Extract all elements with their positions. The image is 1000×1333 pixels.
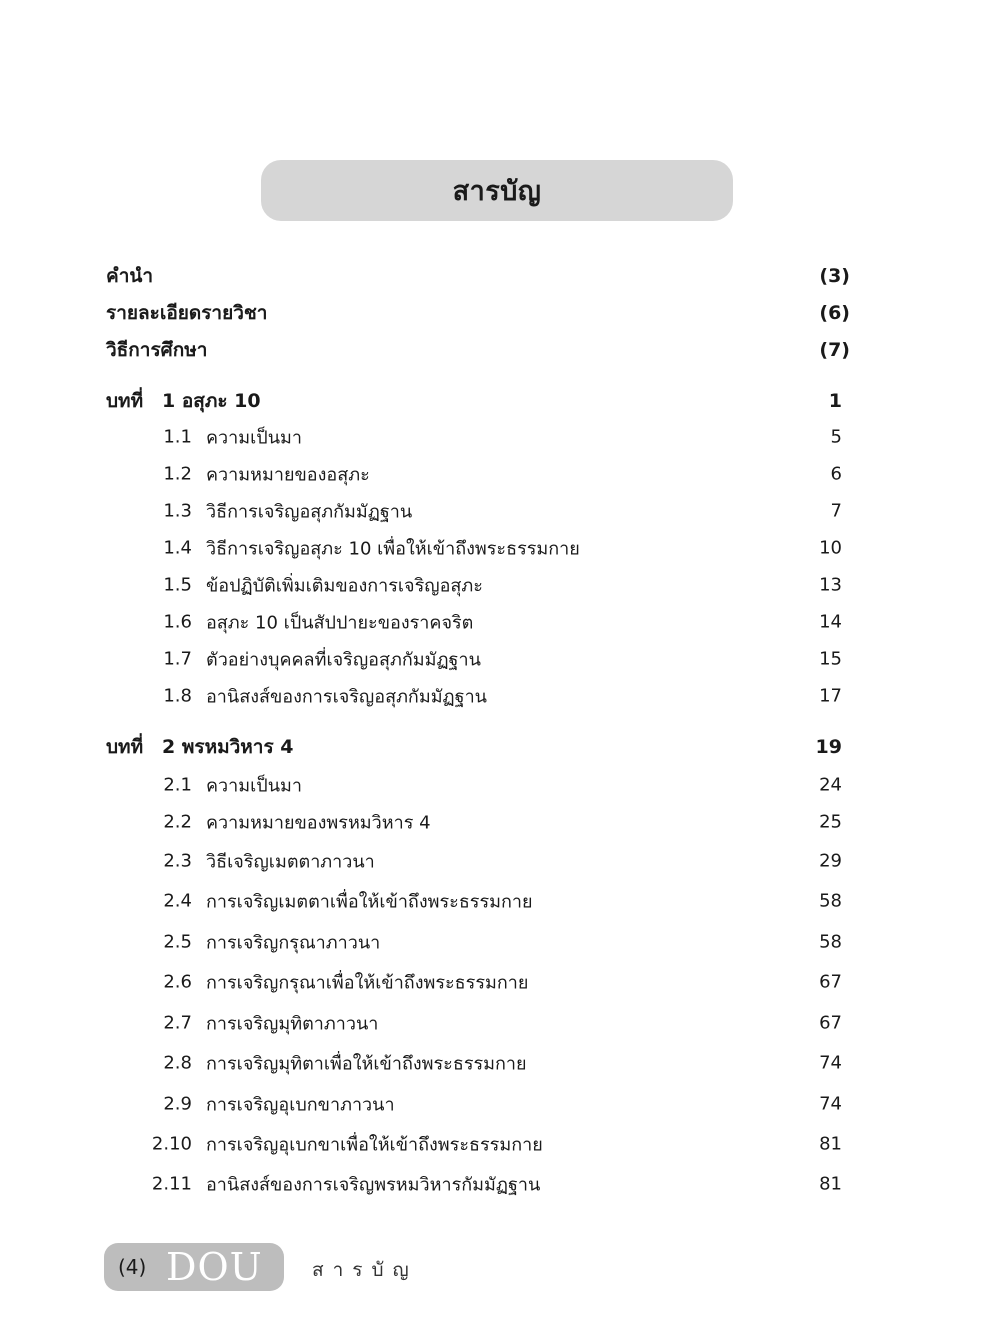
toc-section[interactable] xyxy=(0,679,1000,713)
toc-entry[interactable] xyxy=(0,333,1000,367)
section-label: การเจริญอุเบกขาเพื่อให้เข้าถึงพระธรรมกาย xyxy=(206,1134,543,1156)
toc-section[interactable] xyxy=(0,805,1000,839)
toc-section[interactable] xyxy=(0,1127,1000,1161)
section-page: 17 xyxy=(819,685,842,707)
section-page: 24 xyxy=(819,774,842,796)
section-number: 1.2 xyxy=(163,463,192,485)
section-page: 14 xyxy=(819,611,842,633)
section-page: 10 xyxy=(819,537,842,559)
toc-entry-label: คำนำ xyxy=(106,265,154,287)
toc-section[interactable] xyxy=(0,568,1000,602)
section-label: ข้อปฏิบัติเพิ่มเติมของการเจริญอสุภะ xyxy=(206,575,483,597)
section-number: 2.3 xyxy=(163,850,192,872)
toc-entry[interactable] xyxy=(0,296,1000,330)
toc-title-banner xyxy=(261,160,733,221)
section-label: ความเป็นมา xyxy=(206,427,302,449)
chapter-prefix: บทที่ xyxy=(106,390,144,412)
section-number: 2.5 xyxy=(163,931,192,953)
toc-entry-label: รายละเอียดรายวิชา xyxy=(106,302,268,324)
dou-logo: DOU xyxy=(166,1245,263,1289)
toc-section[interactable] xyxy=(0,1167,1000,1201)
section-page: 81 xyxy=(819,1133,842,1155)
toc-section[interactable] xyxy=(0,420,1000,454)
section-label: วิธีเจริญเมตตาภาวนา xyxy=(206,851,375,873)
section-label: อสุภะ 10 เป็นสัปปายะของราคจริต xyxy=(206,612,474,634)
toc-section[interactable] xyxy=(0,1046,1000,1080)
section-page: 81 xyxy=(819,1173,842,1195)
section-page: 29 xyxy=(819,850,842,872)
toc-chapter-1[interactable] xyxy=(0,384,1000,418)
section-page: 7 xyxy=(830,500,842,522)
section-page: 74 xyxy=(819,1093,842,1115)
toc-entry-label: วิธีการศึกษา xyxy=(106,339,208,361)
toc-section[interactable] xyxy=(0,494,1000,528)
toc-section[interactable] xyxy=(0,642,1000,676)
page-title: สารบัญ xyxy=(452,176,542,207)
footer-badge xyxy=(104,1243,284,1291)
section-number: 1.7 xyxy=(163,648,192,670)
section-number: 1.8 xyxy=(163,685,192,707)
section-label: ความหมายของพรหมวิหาร 4 xyxy=(206,812,431,834)
section-label: การเจริญมุทิตาภาวนา xyxy=(206,1013,379,1035)
toc-section[interactable] xyxy=(0,884,1000,918)
section-number: 1.5 xyxy=(163,574,192,596)
section-page: 58 xyxy=(819,890,842,912)
toc-section[interactable] xyxy=(0,1006,1000,1040)
section-page: 67 xyxy=(819,971,842,993)
section-number: 2.6 xyxy=(163,971,192,993)
toc-section[interactable] xyxy=(0,844,1000,878)
section-number: 2.8 xyxy=(163,1052,192,1074)
chapter-page: 19 xyxy=(815,736,842,758)
toc-section[interactable] xyxy=(0,457,1000,491)
section-page: 74 xyxy=(819,1052,842,1074)
section-number: 2.10 xyxy=(151,1133,192,1155)
toc-section[interactable] xyxy=(0,965,1000,999)
toc-entry-page: (6) xyxy=(819,302,850,324)
section-number: 2.7 xyxy=(163,1012,192,1034)
section-label: การเจริญกรุณาเพื่อให้เข้าถึงพระธรรมกาย xyxy=(206,972,529,994)
footer-running-title: สารบัญ xyxy=(312,1259,418,1281)
section-label: อานิสงส์ของการเจริญพรหมวิหารกัมมัฏฐาน xyxy=(206,1174,541,1196)
section-number: 1.3 xyxy=(163,500,192,522)
section-label: วิธีการเจริญอสุภกัมมัฏฐาน xyxy=(206,501,413,523)
section-page: 15 xyxy=(819,648,842,670)
toc-section[interactable] xyxy=(0,925,1000,959)
section-number: 2.11 xyxy=(151,1173,192,1195)
section-number: 1.6 xyxy=(163,611,192,633)
section-label: อานิสงส์ของการเจริญอสุภกัมมัฏฐาน xyxy=(206,686,487,708)
section-label: วิธีการเจริญอสุภะ 10 เพื่อให้เข้าถึงพระธรรมกาย xyxy=(206,538,580,560)
section-number: 2.4 xyxy=(163,890,192,912)
chapter-page: 1 xyxy=(828,390,842,412)
section-page: 25 xyxy=(819,811,842,833)
section-label: ตัวอย่างบุคคลที่เจริญอสุภกัมมัฏฐาน xyxy=(206,649,481,671)
section-number: 2.9 xyxy=(163,1093,192,1115)
section-page: 58 xyxy=(819,931,842,953)
section-page: 5 xyxy=(830,426,842,448)
section-number: 2.1 xyxy=(163,774,192,796)
section-label: ความเป็นมา xyxy=(206,775,302,797)
toc-section[interactable] xyxy=(0,768,1000,802)
toc-entry-page: (3) xyxy=(819,265,850,287)
chapter-title: 2 พรหมวิหาร 4 xyxy=(162,736,294,758)
section-label: การเจริญอุเบกขาภาวนา xyxy=(206,1094,395,1116)
section-page: 13 xyxy=(819,574,842,596)
section-page: 67 xyxy=(819,1012,842,1034)
chapter-title: 1 อสุภะ 10 xyxy=(162,390,261,412)
chapter-prefix: บทที่ xyxy=(106,736,144,758)
section-number: 2.2 xyxy=(163,811,192,833)
section-label: การเจริญมุทิตาเพื่อให้เข้าถึงพระธรรมกาย xyxy=(206,1053,527,1075)
toc-section[interactable] xyxy=(0,1087,1000,1121)
toc-entry[interactable] xyxy=(0,259,1000,293)
section-label: ความหมายของอสุภะ xyxy=(206,464,370,486)
toc-section[interactable] xyxy=(0,605,1000,639)
section-label: การเจริญกรุณาภาวนา xyxy=(206,932,381,954)
section-label: การเจริญเมตตาเพื่อให้เข้าถึงพระธรรมกาย xyxy=(206,891,533,913)
section-number: 1.4 xyxy=(163,537,192,559)
footer-page-number: (4) xyxy=(118,1255,147,1279)
section-page: 6 xyxy=(830,463,842,485)
section-number: 1.1 xyxy=(163,426,192,448)
toc-entry-page: (7) xyxy=(819,339,850,361)
toc-chapter-2[interactable] xyxy=(0,730,1000,764)
toc-section[interactable] xyxy=(0,531,1000,565)
